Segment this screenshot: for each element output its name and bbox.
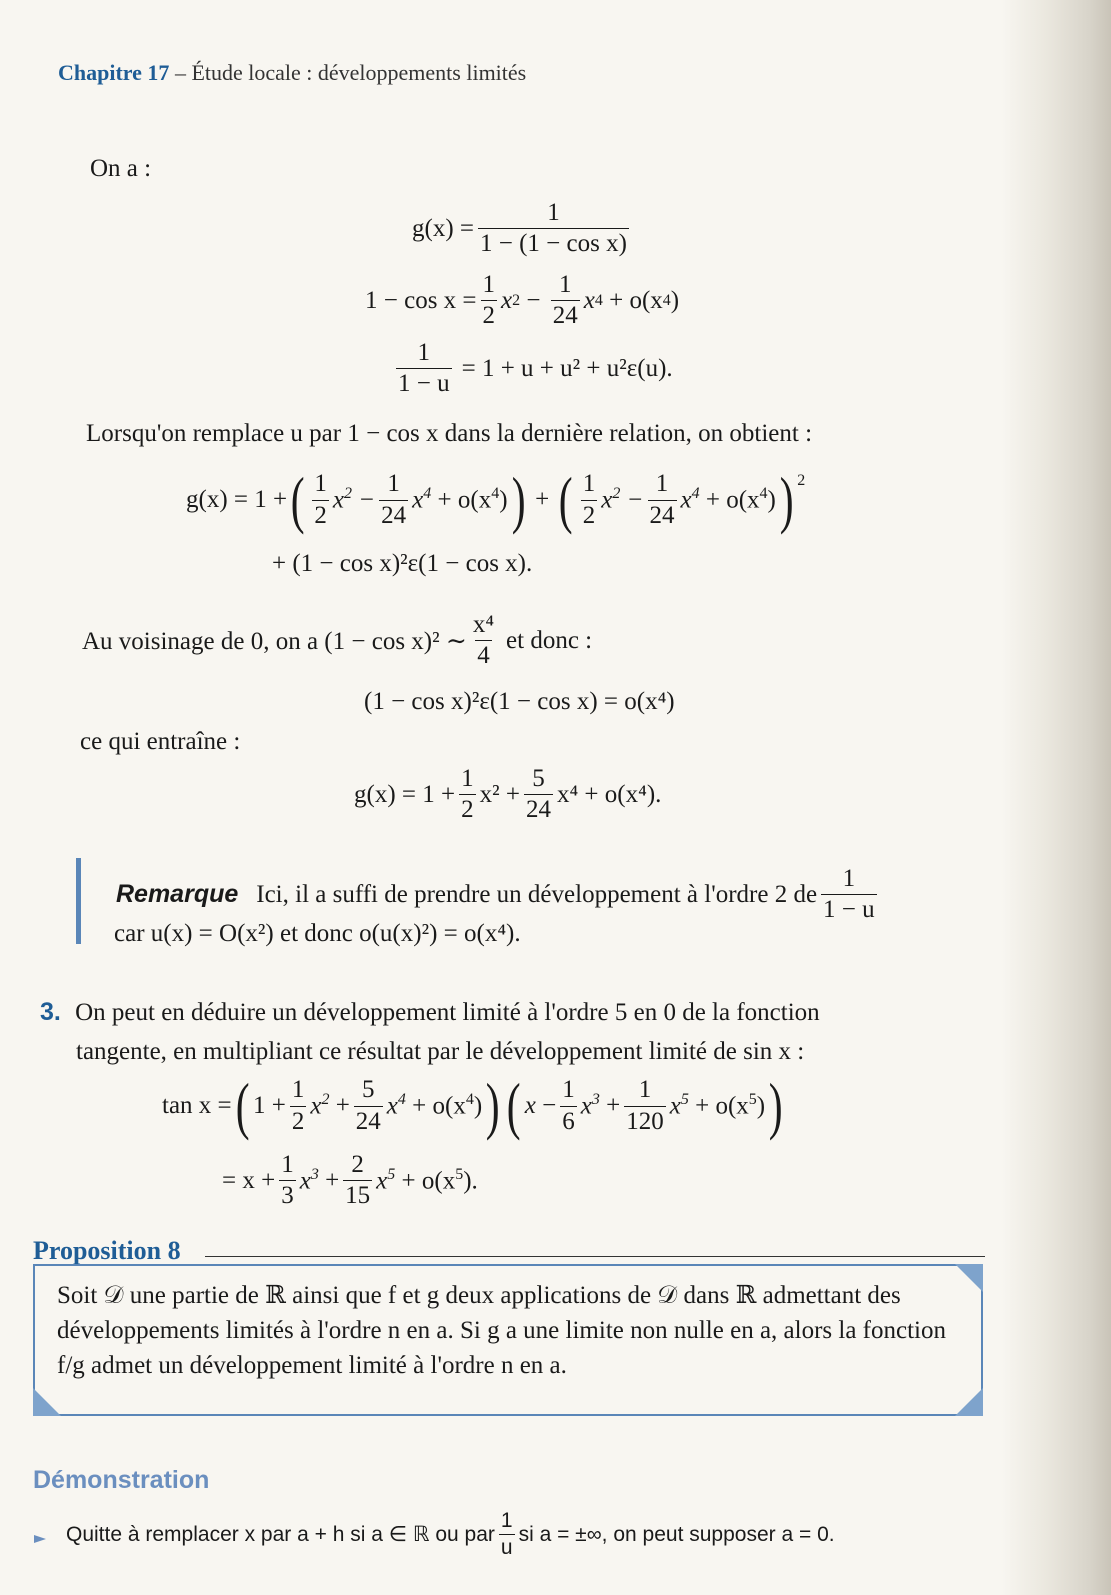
term: $x^2$ − [332,485,376,514]
page-spine-shadow [1001,0,1111,1595]
paren-close: ) [779,464,794,535]
eq-cos-frac2 [551,272,580,330]
paren-close: ) [511,464,526,535]
frac-den: 24 [355,1107,381,1135]
frac-num: 1 [281,1151,294,1178]
minus: − [535,1092,557,1119]
o-term: + $o(x^4)$ [405,1091,483,1120]
on-a-text: On a : [90,155,152,182]
voisinage-fraction [471,612,496,670]
term-x: x [583,286,595,314]
frac-num: x⁴ [472,611,495,638]
frac-num: 5 [362,1076,375,1104]
paren: ) [670,286,680,314]
frac-half [312,471,329,529]
frac-num: 1 [562,1076,575,1104]
frac [624,1077,666,1135]
exponent: 4 [662,291,671,309]
remark-bar [76,858,81,944]
frac-num: 1 [638,1076,652,1104]
frac-den: 120 [626,1107,664,1135]
paren-close: ) [485,1070,500,1141]
term: $x^3$ [299,1166,319,1195]
frac-num: 1 [314,470,327,498]
term: $x^4$ [386,1091,406,1120]
demonstration-text [66,1510,835,1559]
bullet-arrow-icon [34,1535,46,1543]
paren-open: ( [559,464,574,535]
equation-cos [365,272,679,330]
demo-text1: Quitte à remplacer x par a + h si a ∈ ℝ ou par [66,1523,495,1547]
entraine-text: ce qui entraîne : [80,728,241,755]
proposition-title: Proposition 8 [33,1236,181,1265]
replace-text: Lorsqu'on remplace u par 1 − cos x dans la dernière relation, on obtient : [86,420,813,447]
demo-fraction [499,1510,515,1559]
item3-line1 [40,998,820,1027]
o-term: + o(x [602,286,663,314]
eq-long-lhs: g(x) = 1 + [186,486,288,513]
frac [290,1077,307,1135]
proposition-text: Soit 𝒟 une partie de ℝ ainsi que f et g deux applications de 𝒟 dans ℝ admettant des développements limités à l'ordre n en a. Si g a une limite non nulle en a, alors la fonction f/g admet un développement limité à l'ordre n en a. [57,1282,946,1379]
eq-u-rhs: = 1 + u + u² + u²ε(u). [461,354,673,382]
eq-g-num: 1 [547,199,560,226]
frac [343,1152,372,1210]
o-term: + $o(x^5)$ [688,1091,766,1120]
frac-den: 3 [281,1182,294,1210]
frac-den: 24 [381,501,407,529]
frac-num: 1 [461,765,474,792]
chapter-number: Chapitre 17 [58,60,170,85]
remark-fraction [821,866,877,924]
demo-text2: si a = ±∞, on peut supposer a = 0. [518,1522,835,1546]
exponent-2: 2 [797,472,806,489]
term: $x^5$ [669,1091,689,1120]
paren-open: ( [235,1070,250,1141]
frac-24 [379,471,408,529]
frac-den: 2 [461,796,474,824]
eq-lhs: g(x) = 1 + [354,780,456,808]
frac-24 [648,471,677,529]
o-term: + $o(x^4)$ [699,485,776,514]
term: $x^2$ [310,1091,330,1120]
eq-tan-rhs-start: = x + [222,1166,276,1194]
frac-den: 24 [649,501,675,529]
frac-num: 1 [500,1509,513,1532]
item-number: 3. [40,998,61,1026]
remark-title: Remarque [116,880,239,909]
plus: + [318,1166,340,1194]
paren-close: ) [768,1070,783,1141]
paren-open: ( [507,1070,522,1141]
frac [354,1077,383,1135]
proposition-rule [205,1256,985,1257]
plus: + [599,1092,621,1119]
eq-tan-lhs: tan x = [162,1092,232,1119]
chapter-title: – Étude locale : développements limités [169,60,527,85]
frac-num: 1 [417,339,431,366]
frac-num: 1 [842,865,856,892]
frac-num: 1 [559,271,572,298]
frac-num: 5 [532,765,545,792]
frac-2 [524,766,553,824]
eq-cos-lhs: 1 − cos x = [365,286,477,314]
item3-line2: tangente, en multipliant ce résultat par le développement limité de sin x : [76,1038,805,1065]
term: $x^2$ − [601,485,644,514]
proposition-box [33,1264,983,1416]
eq-g-fraction [478,200,629,258]
corner-decoration [955,1388,983,1416]
frac-num: 1 [482,271,496,298]
frac-den: 4 [477,642,490,670]
equation-tan-line2 [222,1152,478,1210]
frac [560,1077,577,1135]
remark-line1 [116,866,881,924]
frac-num: 1 [387,470,400,498]
term: $x^5$ [376,1166,396,1195]
term: x [524,1092,536,1119]
frac-den: u [500,1536,513,1560]
equation-u [392,340,673,398]
equation-tan-line1 [162,1070,786,1141]
operator: − [520,286,547,314]
voisinage-text: Au voisinage de 0, on a (1 − cos x)² ∼ [82,627,467,655]
voisinage-end: et donc : [506,626,593,654]
frac-den: 24 [552,302,578,330]
frac-1 [459,766,476,824]
exponent: 4 [594,291,603,309]
item3-text1: On peut en déduire un développement limité à l'ordre 5 en 0 de la fonction [75,999,820,1026]
frac-den: 2 [291,1107,305,1135]
term: $x^4$ [412,485,432,514]
eq-cos-frac1 [481,272,498,330]
demonstration-title: Démonstration [33,1466,210,1494]
equation-long-line1 [186,464,806,535]
frac-den: 6 [562,1107,575,1135]
remark-line2: car u(x) = O(x²) et donc o(u(x)²) = o(x⁴). [114,920,521,947]
term-x: x [501,286,513,314]
frac-den: 24 [525,796,551,824]
eq-g-den: 1 − (1 − cos x) [480,230,627,258]
one: 1 + [252,1092,286,1119]
plus: + [329,1092,350,1119]
frac-den: 1 − u [398,370,450,398]
paren-open: ( [290,464,305,535]
remark-text1: Ici, il a suffi de prendre un développement à l'ordre 2 de [256,880,818,908]
equation-g [412,200,633,258]
term: $x^3$ [580,1091,600,1120]
eq-g-lhs: g(x) = [412,214,474,242]
frac-num: 1 [582,470,596,498]
frac-num: 1 [655,470,669,498]
frac-num: 2 [351,1151,364,1178]
frac-den: 15 [345,1182,371,1210]
frac-num: 1 [291,1076,305,1104]
frac-half [581,471,598,529]
term: $x^4$ [680,485,700,514]
equation-long-line2: + (1 − cos x)²ε(1 − cos x). [272,550,533,577]
frac-den: 1 − u [823,896,875,924]
corner-decoration [33,1388,61,1416]
frac-den: 2 [582,501,596,529]
term: x² + [479,780,520,808]
frac [279,1152,296,1210]
o-term: + $o(x^5)$. [395,1166,478,1195]
o-term: + $o(x^4)$ [431,485,508,514]
voisinage-line [82,612,592,670]
frac-den: 2 [482,302,496,330]
eq-u-fraction [396,340,452,398]
frac-den: 2 [314,501,327,529]
chapter-header [58,60,526,86]
equation-final-g [354,766,661,824]
plus: + [528,486,556,513]
term: x⁴ + o(x⁴). [556,780,662,808]
equation-o: (1 − cos x)²ε(1 − cos x) = o(x⁴) [364,688,675,715]
exponent: 2 [512,291,521,309]
